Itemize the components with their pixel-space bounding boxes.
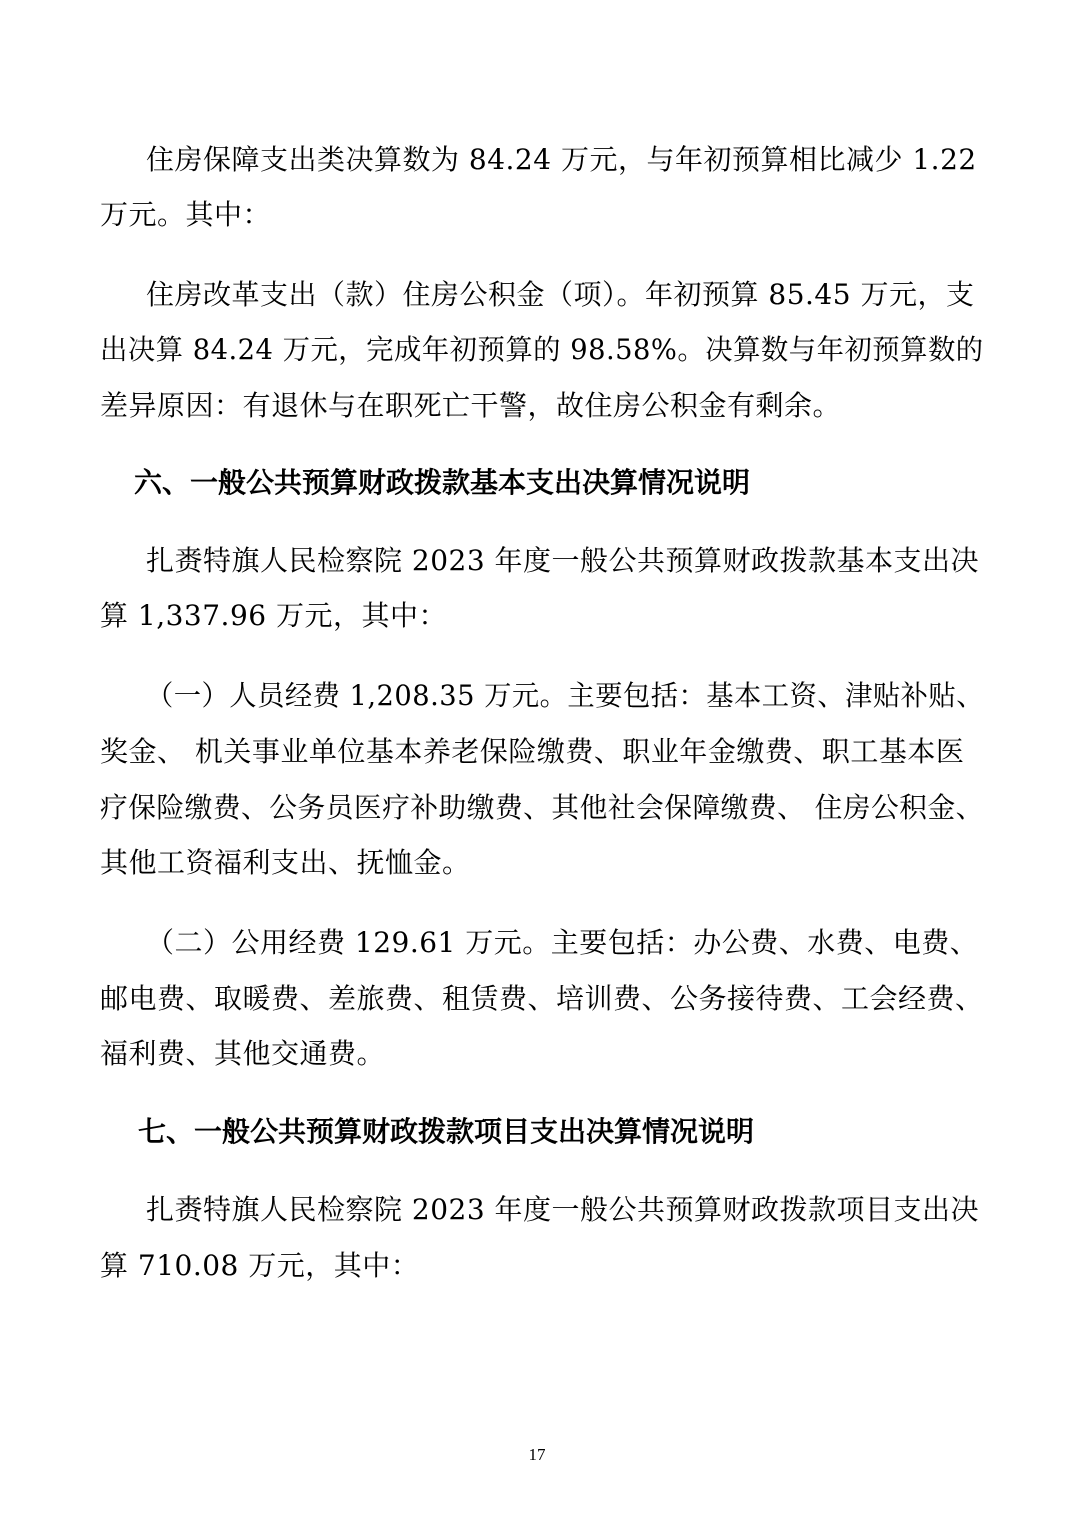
section-6-intro-line-2: 算 1,337.96 万元，其中： [100,599,447,632]
paragraph-reform-line-3: 差异原因：有退休与在职死亡干警，故住房公积金有剩余。 [100,389,842,422]
section-7-intro-line-1: 扎赉特旗人民检察院 2023 年度一般公共预算财政拨款项目支出决 [146,1193,980,1226]
personnel-expense-line-2: 奖金、 机关事业单位基本养老保险缴费、职业年金缴费、职工基本医 [100,735,965,768]
personnel-expense-line-1: （一）人员经费 1,208.35 万元。主要包括：基本工资、津贴补贴、 [146,679,984,712]
public-expense-line-3: 福利费、其他交通费。 [100,1037,386,1070]
paragraph-reform-line-2: 出决算 84.24 万元，完成年初预算的 98.58%。决算数与年初预算数的 [100,333,984,366]
personnel-expense-line-4: 其他工资福利支出、抚恤金。 [100,846,471,879]
public-expense-line-1: （二）公用经费 129.61 万元。主要包括：办公费、水费、电费、 [146,926,979,959]
section-6-heading: 六、一般公共预算财政拨款基本支出决算情况说明 [134,466,751,499]
paragraph-housing-line-1: 住房保障支出类决算数为 84.24 万元，与年初预算相比减少 1.22 [146,143,977,176]
section-6-intro-line-1: 扎赉特旗人民检察院 2023 年度一般公共预算财政拨款基本支出决 [146,544,980,577]
paragraph-housing-line-2: 万元。其中： [100,198,272,231]
paragraph-reform-line-1: 住房改革支出（款）住房公积金（项）。年初预算 85.45 万元，支 [146,278,975,311]
section-7-heading: 七、一般公共预算财政拨款项目支出决算情况说明 [138,1115,755,1148]
public-expense-line-2: 邮电费、取暖费、差旅费、租赁费、培训费、公务接待费、工会经费、 [100,982,984,1015]
section-7-intro-line-2: 算 710.08 万元，其中： [100,1249,420,1282]
personnel-expense-line-3: 疗保险缴费、公务员医疗补助缴费、其他社会保障缴费、 住房公积金、 [100,791,984,824]
page-number: 17 [528,1445,546,1464]
